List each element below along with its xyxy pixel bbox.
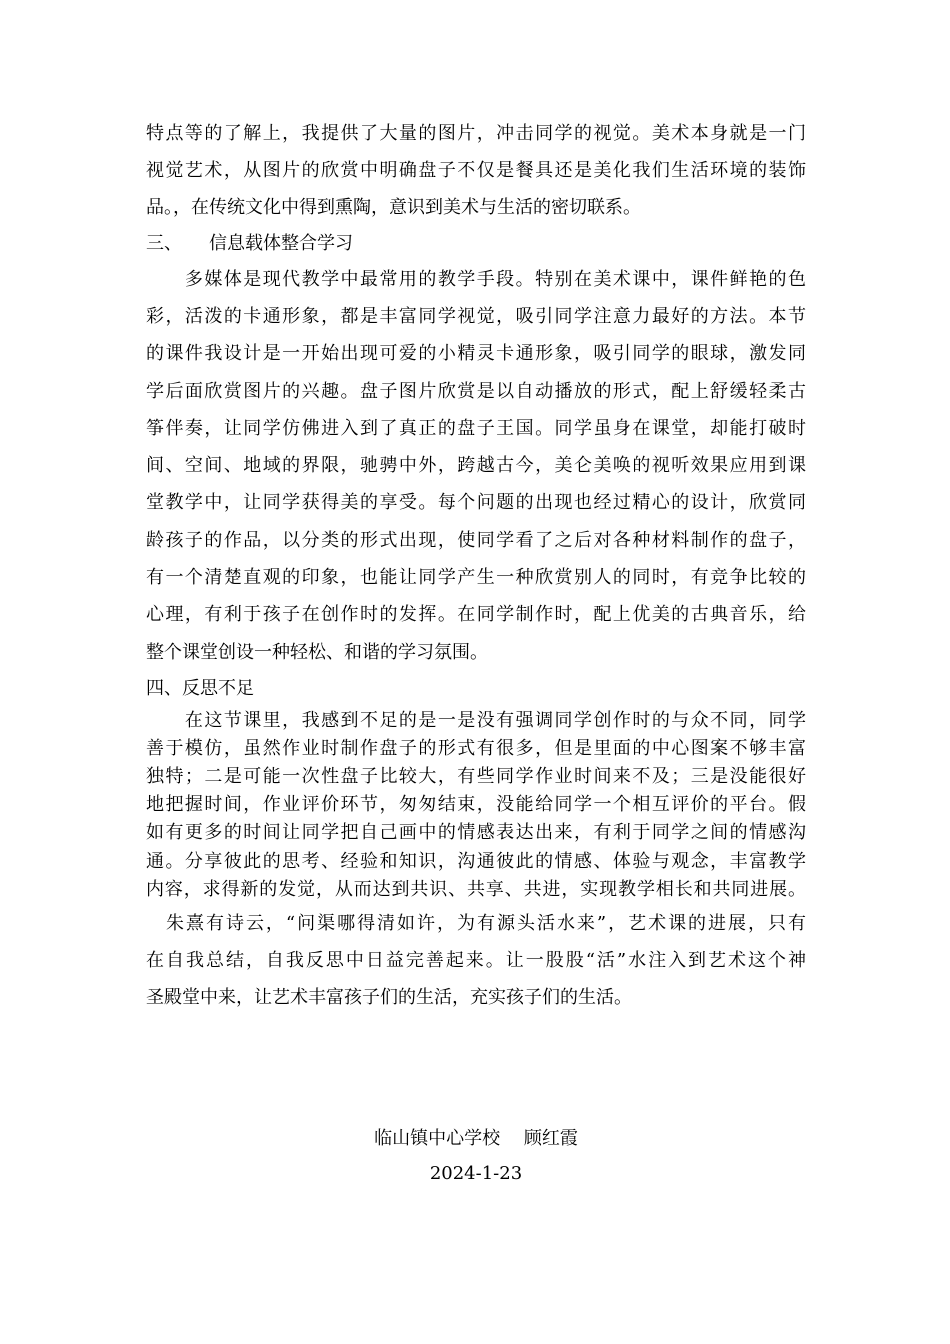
section3-line-1: 多媒体是现代教学中最常用的教学手段。特别在美术课中，课件鲜艳的色 bbox=[146, 269, 806, 290]
section3-line-3: 的课件我设计是一开始出现可爱的小精灵卡通形象，吸引同学的眼球，激发同 bbox=[146, 343, 806, 364]
section4-line-3: 独特；二是可能一次性盘子比较大，有些同学作业时间来不及；三是没能很好 bbox=[146, 766, 806, 787]
section3-heading: 三、 信息载体整合学习 bbox=[146, 233, 353, 254]
signature-author: 临山镇中心学校 顾红霞 bbox=[374, 1128, 578, 1149]
section3-line-10: 心理，有利于孩子在创作时的发挥。在同学制作时，配上优美的古典音乐，给 bbox=[146, 604, 806, 625]
section4-line-7: 内容，求得新的发觉，从而达到共识、共享、共进，实现教学相长和共同进展。 bbox=[146, 879, 806, 900]
section4-line-5: 如有更多的时间让同学把自己画中的情感表达出来，有利于同学之间的情感沟 bbox=[146, 822, 806, 843]
section3-line-9: 有一个清楚直观的印象，也能让同学产生一种欣赏别人的同时，有竞争比较的 bbox=[146, 567, 806, 588]
section4-heading: 四、反思不足 bbox=[146, 678, 254, 699]
section3-line-11: 整个课堂创设一种轻松、和谐的学习氛围。 bbox=[146, 642, 488, 663]
section4-line-1: 在这节课里，我感到不足的是一是没有强调同学创作时的与众不同，同学 bbox=[146, 710, 806, 731]
section4-line-4: 地把握时间，作业评价环节，匆匆结束，没能给同学一个相互评价的平台。假 bbox=[146, 794, 806, 815]
signature-date: 2024-1-23 bbox=[429, 1163, 523, 1184]
section4-line-2: 善于模仿，虽然作业时制作盘子的形式有很多，但是里面的中心图案不够丰富 bbox=[146, 738, 806, 759]
closing-line-1: 朱熹有诗云，“问渠哪得清如许，为有源头活水来”，艺术课的进展，只有 bbox=[146, 913, 806, 934]
intro-line-2: 视觉艺术，从图片的欣赏中明确盘子不仅是餐具还是美化我们生活环境的装饰 bbox=[146, 160, 806, 181]
closing-line-3: 圣殿堂中来，让艺术丰富孩子们的生活，充实孩子们的生活。 bbox=[146, 987, 632, 1008]
section3-line-5: 筝伴奏，让同学仿佛进入到了真正的盘子王国。同学虽身在课堂，却能打破时 bbox=[146, 418, 806, 439]
closing-line-2: 在自我总结，自我反思中日益完善起来。让一股股“活”水注入到艺术这个神 bbox=[146, 950, 806, 971]
intro-line-1: 特点等的了解上，我提供了大量的图片，冲击同学的视觉。美术本身就是一门 bbox=[146, 123, 806, 144]
section3-line-6: 间、空间、地域的界限，驰骋中外，跨越古今，美仑美唤的视听效果应用到课 bbox=[146, 455, 806, 476]
section3-line-2: 彩，活泼的卡通形象，都是丰富同学视觉，吸引同学注意力最好的方法。本节 bbox=[146, 306, 806, 327]
section3-line-7: 堂教学中，让同学获得美的享受。每个问题的出现也经过精心的设计，欣赏同 bbox=[146, 492, 806, 513]
section3-line-8: 龄孩子的作品，以分类的形式出现，使同学看了之后对各种材料制作的盘子， bbox=[146, 530, 806, 551]
section4-line-6: 通。分享彼此的思考、经验和知识，沟通彼此的情感、体验与观念，丰富教学 bbox=[146, 851, 806, 872]
intro-line-3: 品。，在传统文化中得到熏陶，意识到美术与生活的密切联系。 bbox=[146, 197, 641, 218]
section3-line-4: 学后面欣赏图片的兴趣。盘子图片欣赏是以自动播放的形式，配上舒缓轻柔古 bbox=[146, 381, 806, 402]
